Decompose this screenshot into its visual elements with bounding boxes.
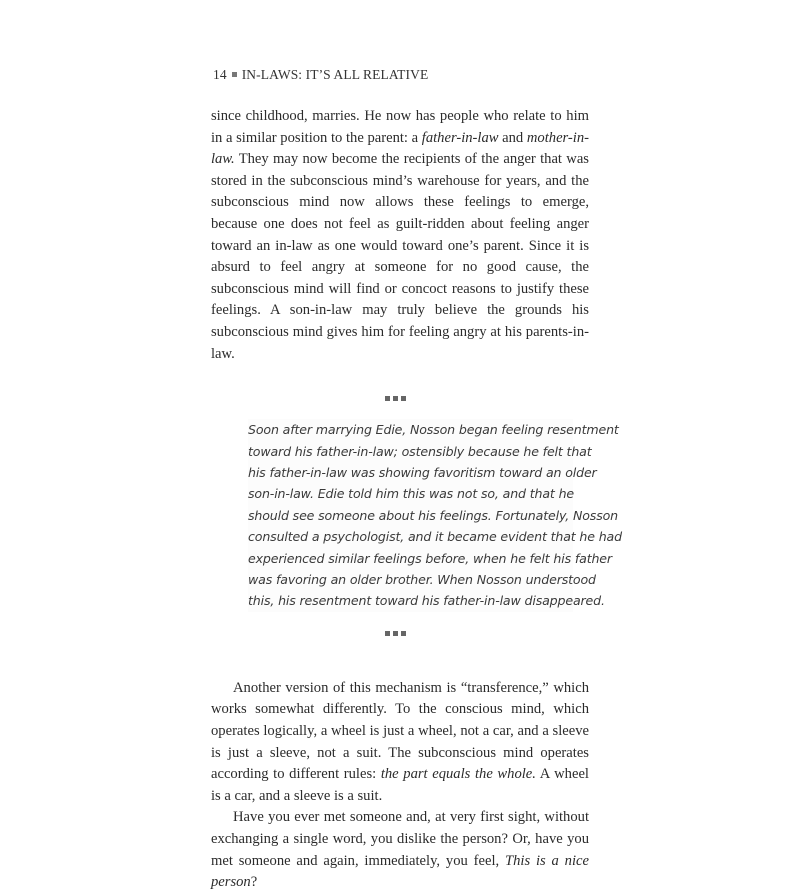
text-run: A wheel is a car, and a sleeve is a suit. xyxy=(211,766,589,804)
section-break-ornament xyxy=(201,624,589,644)
paragraph-1 xyxy=(211,106,589,365)
ornament-square-icon xyxy=(401,631,406,636)
section-break-ornament xyxy=(201,388,589,408)
chapter-title: IN-LAWS: IT’S ALL RELATIVE xyxy=(241,67,429,82)
text-run: ? xyxy=(250,874,258,891)
book-page xyxy=(211,64,622,894)
anecdote-line: should see someone about his feelings. Fortunately, Nosson xyxy=(248,507,619,523)
emphasis-father-in-law: father-in-law xyxy=(421,129,499,146)
ornament-square-icon xyxy=(401,396,406,401)
text-run: Have you ever met someone and, at very first sight, without exchanging a single word, you dislike the person? Or, have you met someone and again, immediately, you feel, xyxy=(211,809,589,869)
emphasis-nice-person: This is a nice person xyxy=(211,852,589,891)
page-number: 14 xyxy=(213,67,227,82)
text-run: They may now become the recipients of the anger that was stored in the subconscious mind’s warehouse for years, and the subconscious mind now allows these feelings to emerge, because one does not feel as guilt-ridden about feeling anger toward an in-law as one would toward one’s parent. Since it is absurd to feel angry at someone for no good cause, the subconscious mind will find or concoct reasons to justify these feelings. A son-in-law may truly believe the grounds his subconscious mind gives him for feeling angry at his parents-in-law. xyxy=(211,151,589,362)
emphasis-mother-in-law: mother-in-law. xyxy=(211,129,589,168)
anecdote-line: this, his resentment toward his father-in-law disappeared. xyxy=(248,593,605,609)
anecdote-line: toward his father-in-law; ostensibly because he felt that xyxy=(248,443,592,459)
anecdote-line: experienced similar feelings before, when he felt his father xyxy=(248,550,612,566)
ornament-square-icon xyxy=(385,631,390,636)
text-run: since childhood, marries. He now has people who relate to him in a similar position to the parent: a xyxy=(211,108,589,146)
anecdote-line: was favoring an older brother. When Nosson understood xyxy=(248,571,596,587)
paragraph-3 xyxy=(211,807,589,893)
emphasis-part-equals-whole: the part equals the whole. xyxy=(380,766,536,783)
ornament-square-icon xyxy=(385,396,390,401)
ornament-square-icon xyxy=(393,631,398,636)
anecdote-line: son-in-law. Edie told him this was not so, and that he xyxy=(248,486,574,502)
running-head xyxy=(211,64,589,86)
anecdote-line: consulted a psychologist, and it became evident that he had xyxy=(248,529,622,545)
bullet-separator-icon xyxy=(232,72,237,77)
ornament-square-icon xyxy=(393,396,398,401)
anecdote-line: his father-in-law was showing favoritism toward an older xyxy=(248,464,597,480)
paragraph-2 xyxy=(211,678,589,808)
anecdote-line: Soon after marrying Edie, Nosson began feeling resentment xyxy=(248,422,619,438)
text-run: Another version of this mechanism is “transference,” which works somewhat differently. To the conscious mind, which operates logically, a wheel is just a wheel, not a car, and a sleeve is just a sleeve, not a suit. The subconscious mind operates according to different rules: xyxy=(211,679,589,783)
anecdote-block xyxy=(248,419,622,612)
text-run: and xyxy=(498,129,527,146)
